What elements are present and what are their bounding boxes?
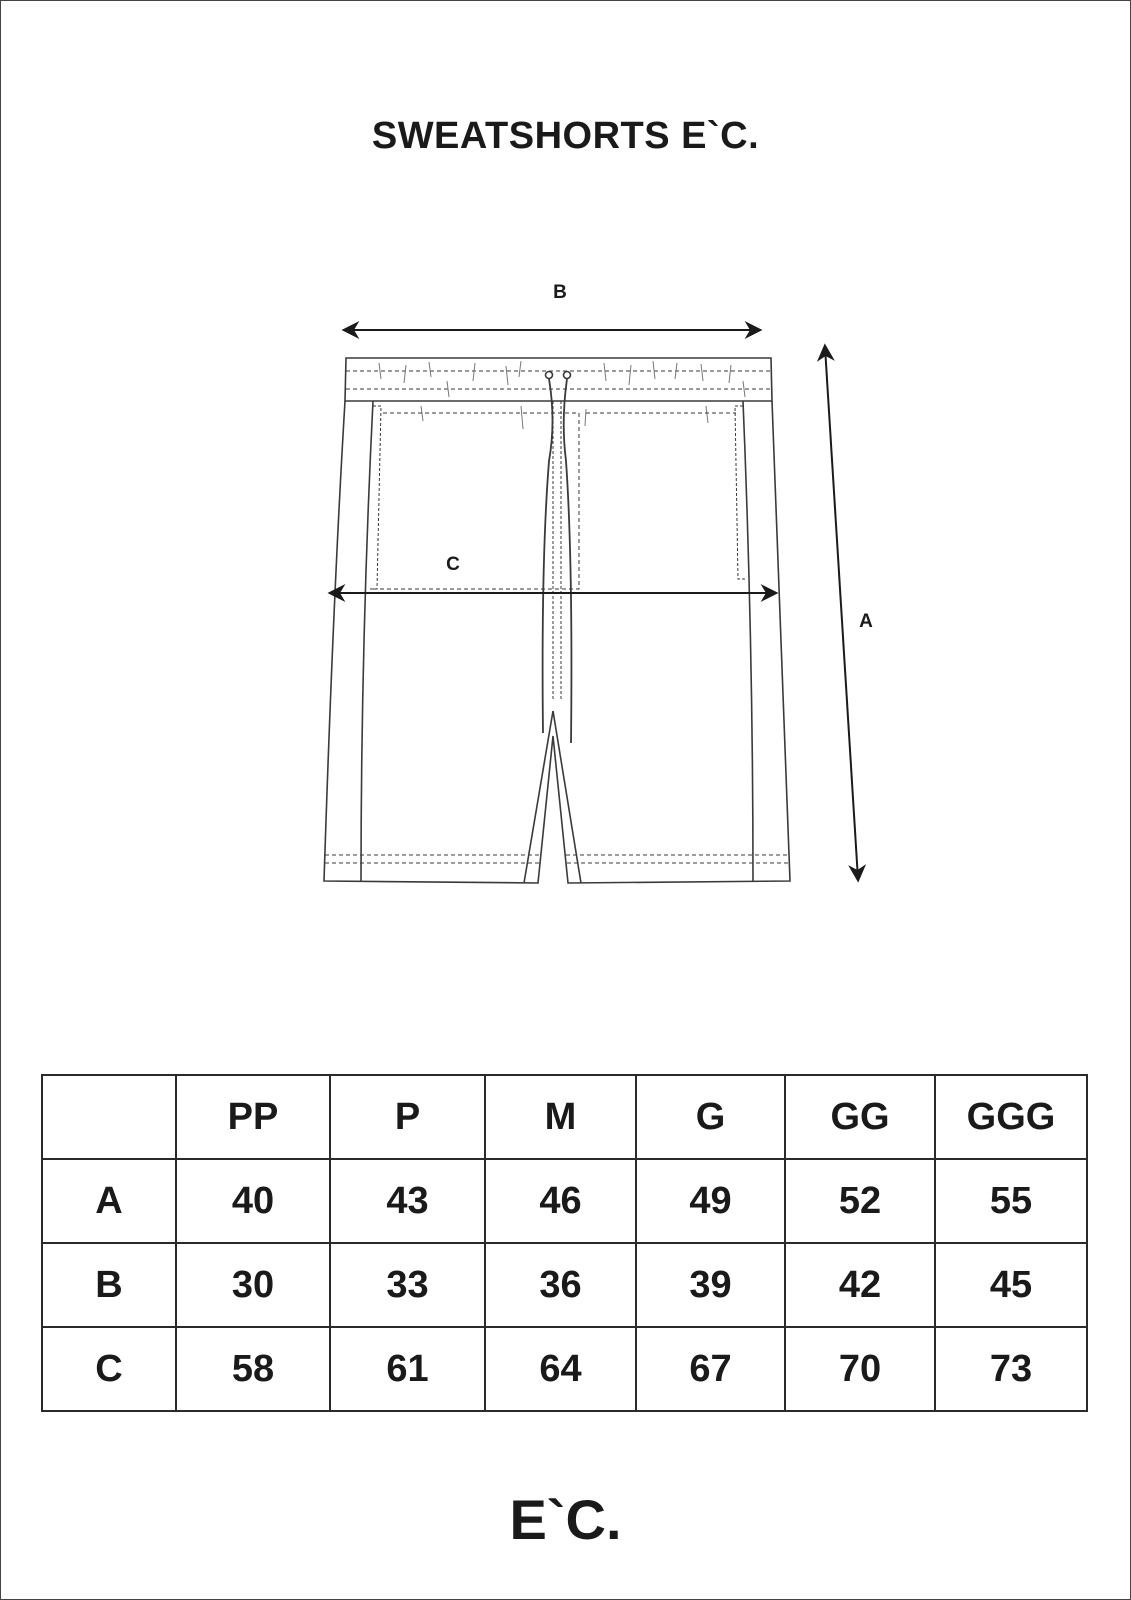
header-cell: G [636,1075,785,1159]
shorts-diagram [1,1,1131,1001]
row-label: B [42,1243,176,1327]
header-cell: GGG [935,1075,1087,1159]
table-row [42,1159,1087,1243]
dimension-a-arrow [825,347,858,879]
table-cell: 42 [785,1243,935,1327]
table-cell: 52 [785,1159,935,1243]
dimension-b-label: B [553,282,567,303]
table-cell: 45 [935,1243,1087,1327]
table-row [42,1327,1087,1411]
table-cell: 73 [935,1327,1087,1411]
header-cell: P [330,1075,485,1159]
table-row [42,1243,1087,1327]
table-cell: 55 [935,1159,1087,1243]
table-cell: 36 [485,1243,636,1327]
table-cell: 43 [330,1159,485,1243]
table-cell: 40 [176,1159,330,1243]
table-header-row [42,1075,1087,1159]
table-cell: 39 [636,1243,785,1327]
row-label: A [42,1159,176,1243]
header-cell [42,1075,176,1159]
table-cell: 70 [785,1327,935,1411]
brand-logo: E`C. [509,1488,622,1551]
table-cell: 30 [176,1243,330,1327]
header-cell: PP [176,1075,330,1159]
header-cell: GG [785,1075,935,1159]
table-cell: 64 [485,1327,636,1411]
table-cell: 46 [485,1159,636,1243]
dimension-a-label: A [859,611,873,632]
table-cell: 67 [636,1327,785,1411]
table-cell: 58 [176,1327,330,1411]
header-cell: M [485,1075,636,1159]
size-chart-table [41,1074,1088,1412]
page-title: SWEATSHORTS E`C. [371,115,760,157]
row-label: C [42,1327,176,1411]
shorts-illustration [324,358,790,883]
table-cell: 61 [330,1327,485,1411]
table-cell: 49 [636,1159,785,1243]
dimension-c-label: C [446,554,460,575]
table-cell: 33 [330,1243,485,1327]
